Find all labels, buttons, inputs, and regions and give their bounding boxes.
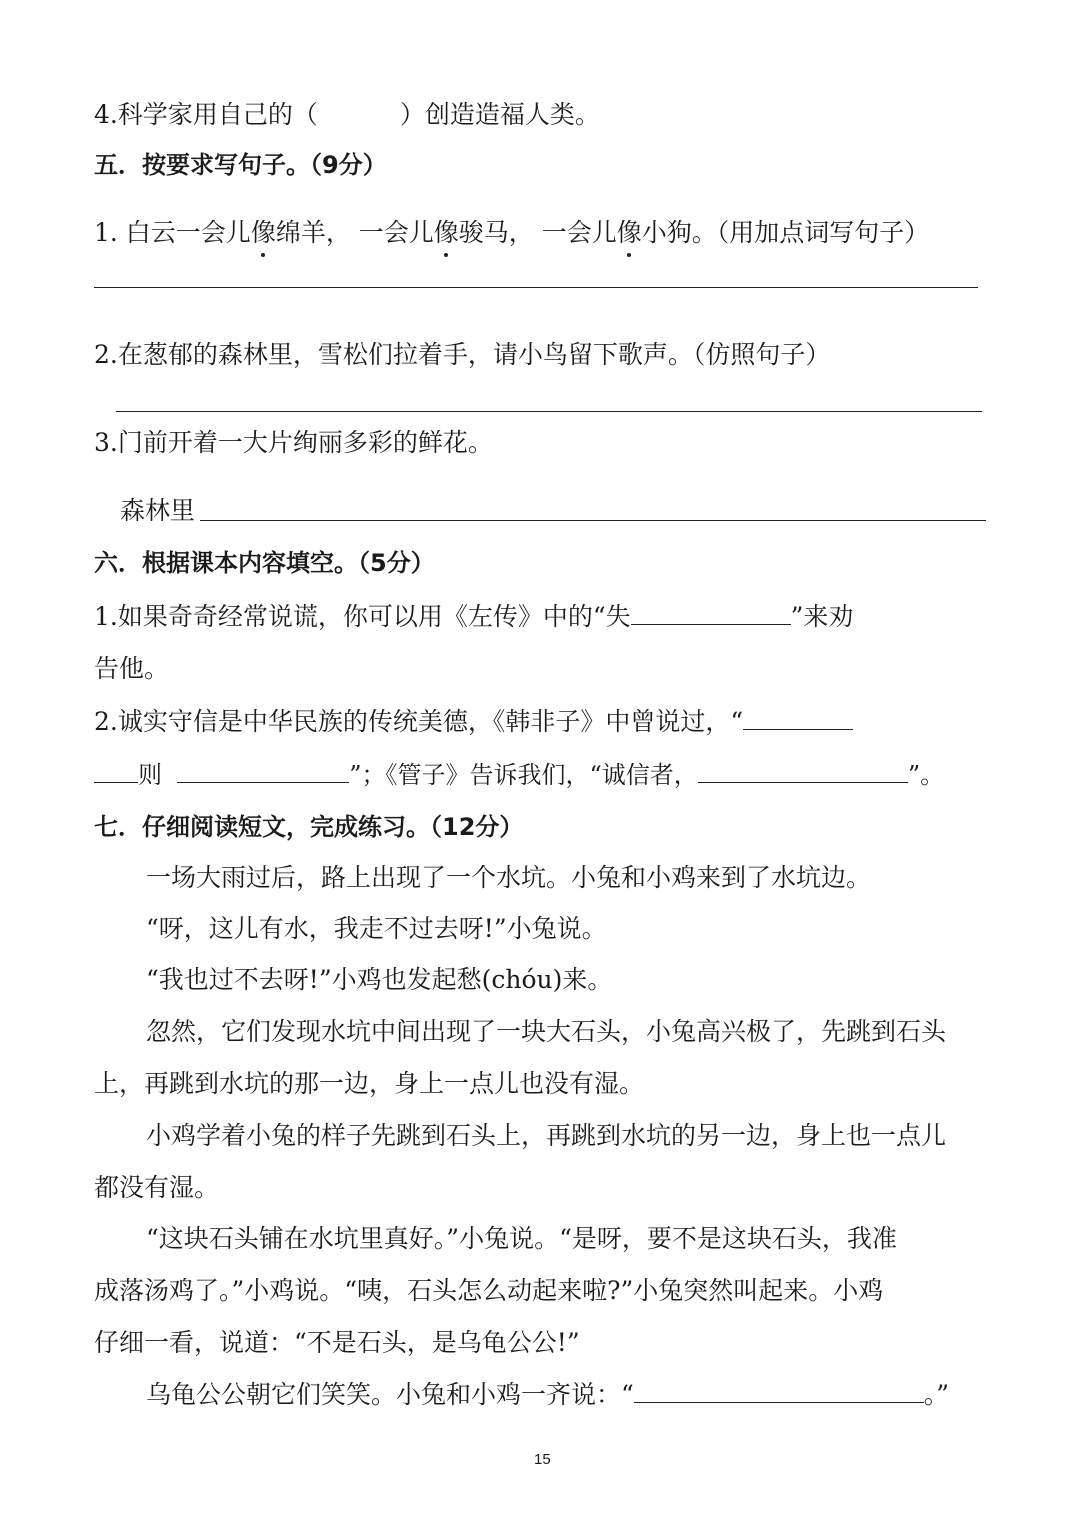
passage-line: 上，再跳到水坑的那一边，身上一点儿也没有湿。 xyxy=(94,1069,645,1098)
fill-blank xyxy=(631,602,791,625)
fill-blank xyxy=(698,760,908,783)
section-6-q2-line2: 则 ”；《管子》告诉我们，“诚信者， ”。 xyxy=(94,760,944,790)
dotted-char: 像 xyxy=(433,218,459,247)
passage-line: “呀，这儿有水，我走不过去呀!”小兔说。 xyxy=(146,914,607,943)
section-6-q1-line1: 1.如果奇奇经常说谎，你可以用《左传》中的“失 ”来劝 xyxy=(94,602,854,631)
fill-blank xyxy=(94,760,138,783)
section-6-q2-line1: 2.诚实守信是中华民族的传统美德，《韩非子》中曾说过，“ xyxy=(94,707,853,737)
page-number: 15 xyxy=(534,1451,551,1468)
q4-prefix: 4.科学家用自己的（ xyxy=(94,100,318,129)
fill-blank xyxy=(177,760,349,783)
passage-line: 小鸡学着小兔的样子先跳到石头上，再跳到水坑的另一边，身上也一点儿 xyxy=(146,1121,947,1150)
section-7-heading: 七．仔细阅读短文，完成练习。（12分） xyxy=(94,813,524,841)
fill-blank xyxy=(743,707,853,730)
answer-line xyxy=(200,520,986,521)
passage-line: “我也过不去呀!”小鸡也发起愁(chóu)来。 xyxy=(146,965,613,994)
section-5-q3: 3.门前开着一大片绚丽多彩的鲜花。 xyxy=(94,428,493,457)
answer-line xyxy=(94,287,978,288)
dotted-char: 像 xyxy=(616,218,642,247)
passage-line: 仔细一看，说道：“不是石头，是乌龟公公!” xyxy=(94,1328,580,1357)
passage-line: 一场大雨过后，路上出现了一个水坑。小兔和小鸡来到了水坑边。 xyxy=(146,863,872,892)
section-5-heading: 五．按要求写句子。（9分） xyxy=(94,151,387,179)
section-5-q1: 1. 白云一会儿像绵羊， 一会儿像骏马， 一会儿像小狗。（用加点词写句子） xyxy=(94,218,930,247)
passage-line: 成落汤鸡了。”小鸡说。“咦，石头怎么动起来啦?”小兔突然叫起来。小鸡 xyxy=(94,1276,884,1305)
dotted-char: 像 xyxy=(250,218,276,247)
question-4 xyxy=(94,100,600,130)
q4-suffix: ）创造造福人类。 xyxy=(399,100,600,129)
answer-line xyxy=(116,411,982,412)
section-5-q3-prompt: 森林里 xyxy=(120,496,196,525)
passage-line: 都没有湿。 xyxy=(94,1173,220,1202)
fill-blank xyxy=(634,1380,924,1403)
passage-line: 忽然，它们发现水坑中间出现了一块大石头，小兔高兴极了，先跳到石头 xyxy=(146,1017,947,1046)
section-6-q1-line2: 告他。 xyxy=(94,654,170,683)
section-5-q2: 2.在葱郁的森林里，雪松们拉着手，请小鸟留下歌声。（仿照句子） xyxy=(94,340,831,369)
section-6-heading: 六．根据课本内容填空。（5分） xyxy=(94,549,435,577)
passage-line-final: 乌龟公公朝它们笑笑。小兔和小鸡一齐说：“ 。” xyxy=(146,1380,950,1409)
passage-line: “这块石头铺在水坑里真好。”小兔说。“是呀，要不是这块石头，我准 xyxy=(146,1224,897,1253)
